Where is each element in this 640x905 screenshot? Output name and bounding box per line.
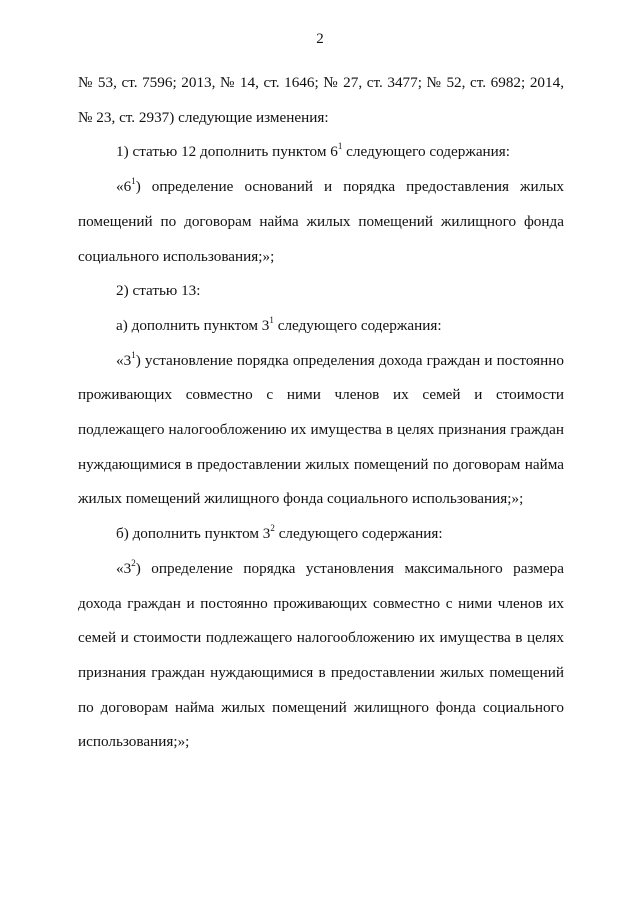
paragraph-item-2a-quote [78, 344, 564, 518]
text-segment: «3 [116, 559, 132, 577]
text-segment: ) определение оснований и порядка предоставления жилых помещений по договорам найма жилых помещений жилищного фонда социального использования;»; [78, 178, 564, 265]
text-segment: следующего содержания: [274, 525, 443, 543]
text-segment: следующего содержания: [342, 143, 511, 161]
page-number: 2 [316, 31, 324, 47]
text-segment: ) установление порядка определения дохода граждан и постоянно проживающих совместно с ними членов их семей и стоимости подлежащего налогообложению их имущества в целях признания граждан нуждающимися в предоставлении жилых помещений по договорам найма жилых помещений жилищного фонда социального использования;»; [78, 351, 564, 508]
superscript: 1 [131, 349, 136, 360]
superscript: 1 [337, 141, 343, 152]
document-body [78, 66, 564, 760]
paragraph-item-1 [78, 135, 564, 170]
text-segment: следующего содержания: [273, 316, 442, 334]
paragraph-item-2b [78, 517, 564, 552]
superscript: 2 [131, 557, 136, 568]
superscript: 2 [270, 523, 275, 534]
paragraph-intro: № 53, ст. 7596; 2013, № 14, ст. 1646; № 27, ст. 3477; № 52, ст. 6982; 2014, № 23, ст. 2937) следующие изменения: [78, 74, 564, 126]
text-segment: ) определение порядка установления максимального размера дохода граждан и постоянно проживающих совместно с ними членов их семей и стоимости подлежащего налогообложению их имущества в целях признания граждан нуждающимися в предоставлении жилых помещений по договорам найма жилых помещений жилищного фонда социального использования;»; [78, 559, 564, 751]
paragraph-item-2a [78, 309, 564, 344]
superscript: 1 [131, 176, 136, 187]
text-segment: «3 [116, 351, 132, 369]
paragraph-item-2: 2) статью 13: [116, 282, 201, 300]
text-segment: б) дополнить пунктом 3 [116, 525, 271, 543]
paragraph-item-2b-quote [78, 552, 564, 760]
superscript: 1 [269, 314, 274, 325]
paragraph-item-1-quote [78, 170, 564, 274]
text-segment: а) дополнить пунктом 3 [116, 316, 270, 334]
text-segment: 1) статью 12 дополнить пунктом 6 [116, 143, 338, 161]
text-segment: «6 [116, 178, 132, 196]
